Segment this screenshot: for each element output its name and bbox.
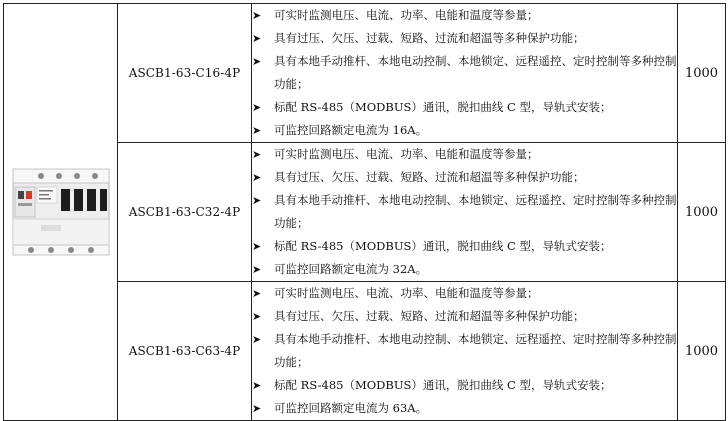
list-item xyxy=(252,397,677,420)
arrow-bullet-icon: ➤ xyxy=(252,287,262,300)
product-spec-table xyxy=(3,3,726,421)
list-item xyxy=(252,166,677,189)
product-image-cell xyxy=(4,4,118,421)
arrow-bullet-icon: ➤ xyxy=(252,379,262,392)
feature-text: 具有本地手动推杆、本地电动控制、本地锁定、远程遥控、定时控制等多种控制功能； xyxy=(274,332,677,369)
list-item xyxy=(252,282,677,305)
model-number: ASCB1-63-C16-4P xyxy=(118,4,252,143)
table-row xyxy=(4,4,726,143)
model-number: ASCB1-63-C32-4P xyxy=(118,143,252,282)
feature-list xyxy=(252,282,677,420)
list-item xyxy=(252,119,677,142)
list-item xyxy=(252,27,677,50)
list-item xyxy=(252,96,677,119)
arrow-bullet-icon: ➤ xyxy=(252,402,262,415)
arrow-bullet-icon: ➤ xyxy=(252,55,262,68)
feature-list xyxy=(252,4,677,142)
feature-list xyxy=(252,143,677,281)
feature-text: 标配 RS-485（MODBUS）通讯，脱扣曲线 C 型，导轨式安装； xyxy=(274,378,612,392)
feature-text: 标配 RS-485（MODBUS）通讯，脱扣曲线 C 型，导轨式安装； xyxy=(274,239,612,253)
arrow-bullet-icon: ➤ xyxy=(252,240,262,253)
arrow-bullet-icon: ➤ xyxy=(252,32,262,45)
feature-text: 具有本地手动推杆、本地电动控制、本地锁定、远程遥控、定时控制等多种控制功能； xyxy=(274,193,677,230)
arrow-bullet-icon: ➤ xyxy=(252,171,262,184)
list-item xyxy=(252,258,677,281)
price-value: 1000 xyxy=(678,282,726,421)
list-item xyxy=(252,189,677,235)
arrow-bullet-icon: ➤ xyxy=(252,9,262,22)
feature-text: 可实时监测电压、电流、功率、电能和温度等参量； xyxy=(274,8,539,22)
arrow-bullet-icon: ➤ xyxy=(252,333,262,346)
arrow-bullet-icon: ➤ xyxy=(252,263,262,276)
list-item xyxy=(252,4,677,27)
feature-text: 可监控回路额定电流为 63A。 xyxy=(274,401,428,415)
feature-text: 具有过压、欠压、过载、短路、过流和超温等多种保护功能； xyxy=(274,170,585,184)
feature-cell xyxy=(252,143,678,282)
feature-text: 具有本地手动推杆、本地电动控制、本地锁定、远程遥控、定时控制等多种控制功能； xyxy=(274,54,677,91)
arrow-bullet-icon: ➤ xyxy=(252,124,262,137)
arrow-bullet-icon: ➤ xyxy=(252,194,262,207)
arrow-bullet-icon: ➤ xyxy=(252,148,262,161)
arrow-bullet-icon: ➤ xyxy=(252,310,262,323)
price-value: 1000 xyxy=(678,143,726,282)
feature-text: 具有过压、欠压、过载、短路、过流和超温等多种保护功能； xyxy=(274,309,585,323)
feature-text: 可监控回路额定电流为 16A。 xyxy=(274,123,428,137)
feature-cell xyxy=(252,4,678,143)
list-item xyxy=(252,143,677,166)
circuit-breaker-image xyxy=(11,165,111,257)
feature-text: 标配 RS-485（MODBUS）通讯，脱扣曲线 C 型，导轨式安装； xyxy=(274,100,612,114)
list-item xyxy=(252,50,677,96)
feature-text: 可实时监测电压、电流、功率、电能和温度等参量； xyxy=(274,147,539,161)
list-item xyxy=(252,305,677,328)
list-item xyxy=(252,328,677,374)
list-item xyxy=(252,374,677,397)
feature-text: 可实时监测电压、电流、功率、电能和温度等参量； xyxy=(274,286,539,300)
feature-text: 具有过压、欠压、过载、短路、过流和超温等多种保护功能； xyxy=(274,31,585,45)
arrow-bullet-icon: ➤ xyxy=(252,101,262,114)
feature-cell xyxy=(252,282,678,421)
feature-text: 可监控回路额定电流为 32A。 xyxy=(274,262,428,276)
list-item xyxy=(252,235,677,258)
price-value: 1000 xyxy=(678,4,726,143)
model-number: ASCB1-63-C63-4P xyxy=(118,282,252,421)
